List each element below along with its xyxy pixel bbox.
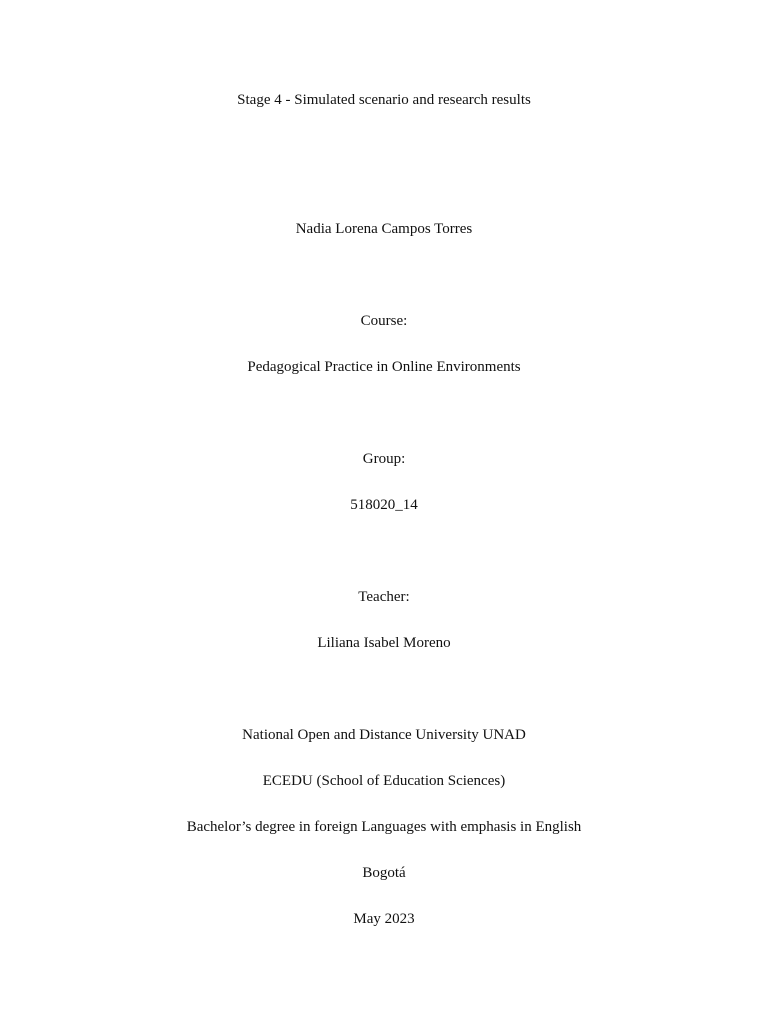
teacher-name: Liliana Isabel Moreno [317, 635, 451, 651]
degree-name: Bachelor’s degree in foreign Languages with emphasis in English [186, 819, 582, 835]
school-name: ECEDU (School of Education Sciences) [262, 773, 506, 789]
group-label: Group: [362, 451, 406, 467]
document-date: May 2023 [353, 911, 415, 927]
university-name: National Open and Distance University UNAD [242, 727, 526, 743]
course-label: Course: [360, 313, 408, 329]
city-name: Bogotá [362, 865, 406, 881]
document-title: Stage 4 - Simulated scenario and research results [237, 92, 531, 108]
course-name: Pedagogical Practice in Online Environments [247, 359, 521, 375]
author-name: Nadia Lorena Campos Torres [295, 221, 473, 237]
group-number: 518020_14 [350, 497, 418, 513]
teacher-label: Teacher: [358, 589, 410, 605]
